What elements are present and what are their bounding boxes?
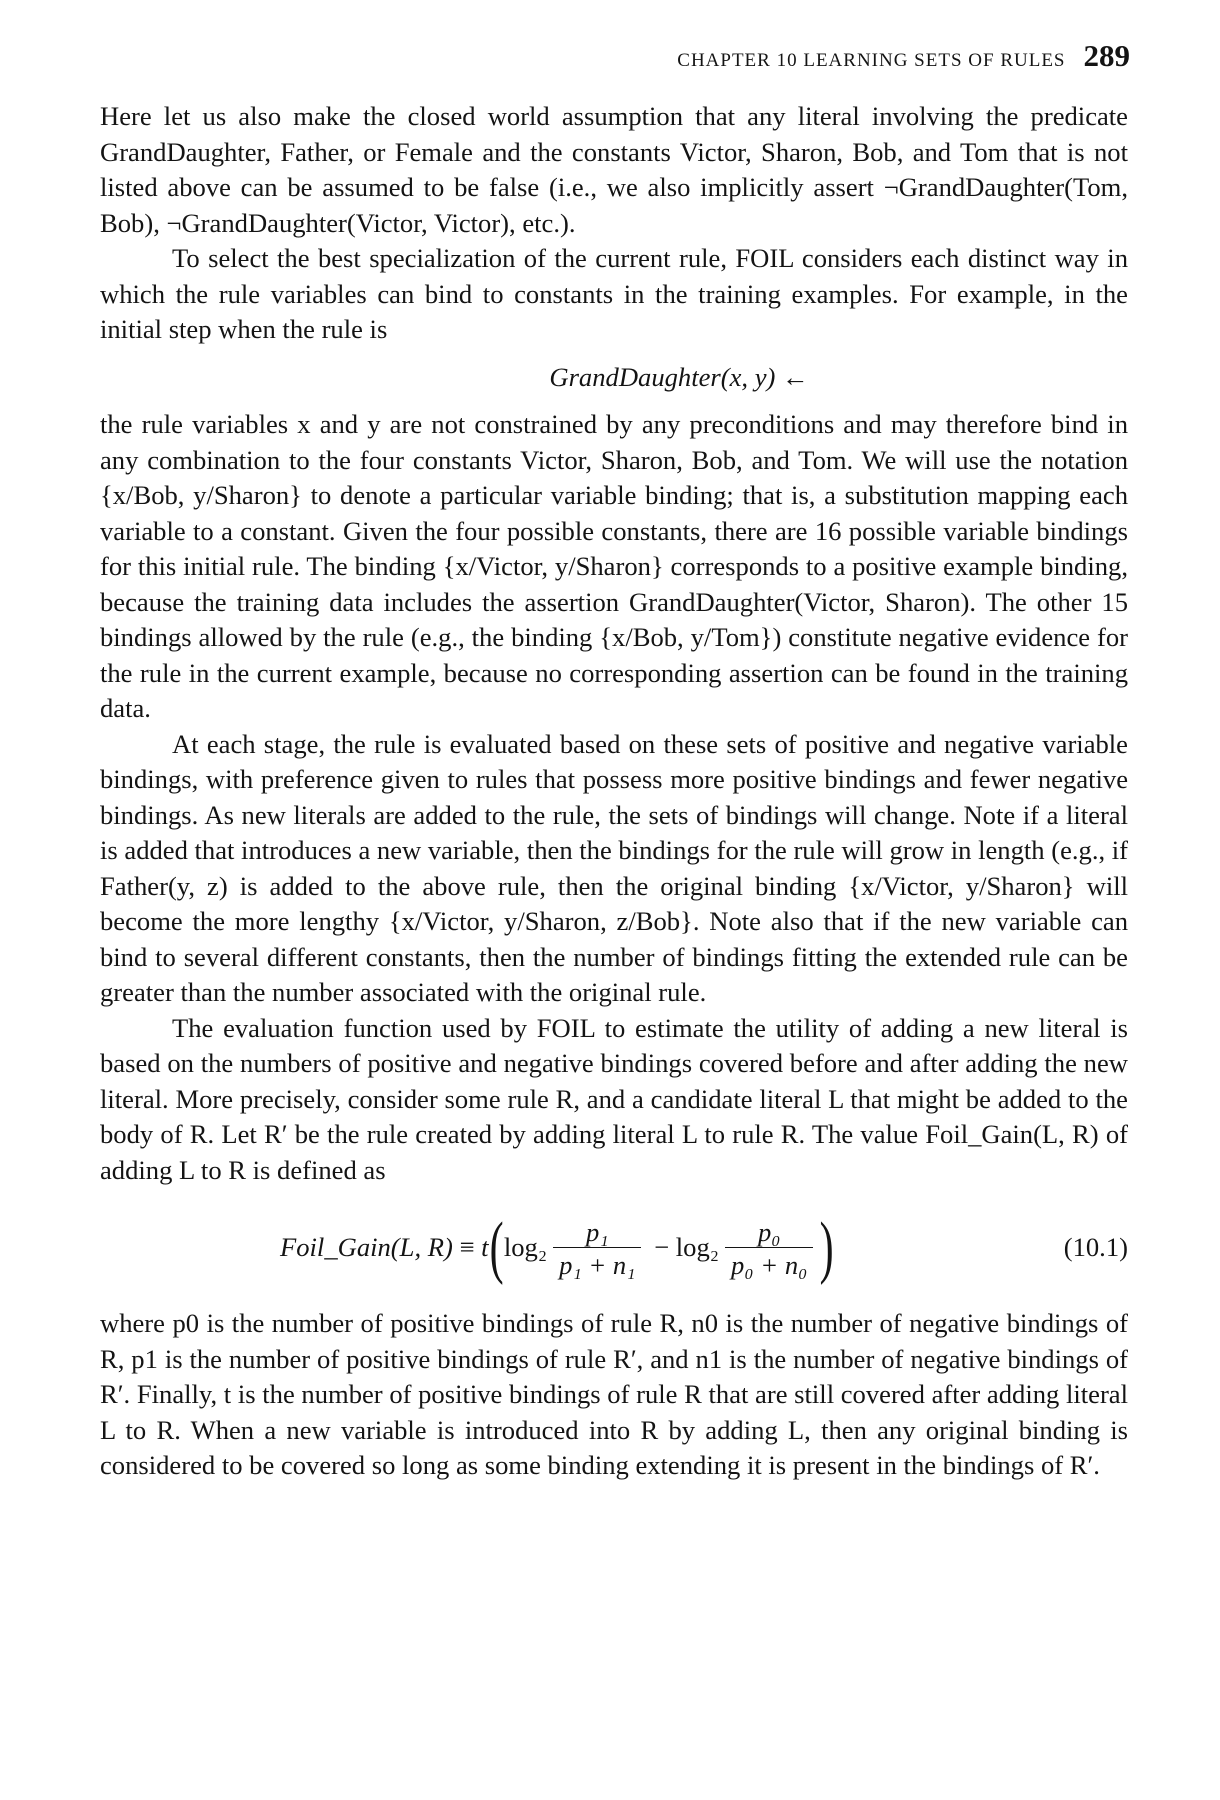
equation-minus: −: [654, 1232, 670, 1263]
fraction-2-numerator: p₀: [757, 1216, 781, 1247]
paragraph-foil-gain: The evaluation function used by FOIL to estimate the utility of adding a new literal is based on the numbers of positive and negative bindings covered before and after adding the new literal. More precisely, consider some rule R, and a candidate literal L that might be added to the body of R. Let R′ be the rule created by adding literal L to rule R. The value Foil_Gain(L, R) of adding L to R is defined as: [100, 1012, 1128, 1185]
fraction-2-denominator: p₀ + n₀: [725, 1247, 813, 1280]
equation-log-1: log₂: [503, 1232, 548, 1263]
fraction-1: [553, 1217, 641, 1280]
equation-equiv: ≡: [459, 1232, 475, 1263]
equation-10-1: [100, 1202, 1128, 1294]
equation-log-2: log₂: [675, 1232, 720, 1263]
equation-lhs: Foil_Gain(L, R): [280, 1232, 453, 1263]
running-head: [677, 38, 1130, 74]
right-paren: ): [820, 1209, 835, 1286]
fraction-1-denominator: p₁ + n₁: [553, 1247, 641, 1280]
fraction-2: [725, 1217, 813, 1280]
paragraph-closed-world: Here let us also make the closed world assumption that any literal involving the predicate GrandDaughter, Father, or Female and the constants Victor, Sharon, Bob, and Tom that is not listed above can be assumed to be false (i.e., we also implicitly assert ¬GrandDaughter(Tom, Bob), ¬GrandDaughter(Victor, Victor), etc.).: [100, 101, 1128, 238]
paragraph-evaluation: At each stage, the rule is evaluated based on these sets of positive and negative variable bindings, with preference given to rules that possess more positive bindings and fewer negative bindings. As new literals are added to the rule, the sets of bindings will change. Note if a literal is added that introduces a new variable, then the bindings for the rule will grow in length (e.g., if Father(y, z) is added to the above rule, then the original binding {x/Victor, y/Sharon} will become the more lengthy {x/Victor, y/Sharon, z/Bob}. Note also that if the new variable can bind to several different constants, then the number of bindings fitting the extended rule can be greater than the number associated with the original rule.: [100, 728, 1129, 1007]
body-text: [100, 99, 1128, 1484]
paragraph-bindings: the rule variables x and y are not constrained by any preconditions and may therefore bind in any combination to the four constants Victor, Sharon, Bob, and Tom. We will use the notation {x/Bob, y/Sharon} to denote a particular variable binding; that is, a substitution mapping each variable to a constant. Given the four possible constants, there are 16 possible variable bindings for this initial rule. The binding {x/Victor, y/Sharon} corresponds to a positive example binding, because the training data includes the assertion GrandDaughter(Victor, Sharon). The other 15 bindings allowed by the rule (e.g., the binding {x/Bob, y/Tom}) constitute negative evidence for the rule in the current example, because no corresponding assertion can be found in the training data.: [100, 409, 1128, 723]
equation-t: t: [481, 1232, 489, 1263]
equation-body: [280, 1209, 835, 1286]
paragraph-specialization: To select the best specialization of the current rule, FOIL considers each distinct way in which the rule variables can bind to constants in the training examples. For example, in the initial step when the rule is: [100, 243, 1128, 344]
rule-display: GrandDaughter(x, y) ←: [549, 361, 809, 392]
paragraph-definitions: where p0 is the number of positive bindings of rule R, n0 is the number of negative bindings of R, p1 is the number of positive bindings of rule R′, and n1 is the number of negative bindings of R′. Finally, t is the number of positive bindings of rule R that are still covered after adding literal L to R. When a new variable is introduced into R by adding L, then any original binding is considered to be covered so long as some binding extending it is present in the bindings of R′.: [100, 1308, 1128, 1480]
left-paren: (: [489, 1209, 504, 1286]
fraction-1-numerator: p₁: [586, 1216, 609, 1247]
equation-number: (10.1): [1063, 1232, 1128, 1263]
page-number: 289: [1083, 38, 1130, 73]
chapter-title: CHAPTER 10 LEARNING SETS OF RULES: [677, 50, 1066, 71]
